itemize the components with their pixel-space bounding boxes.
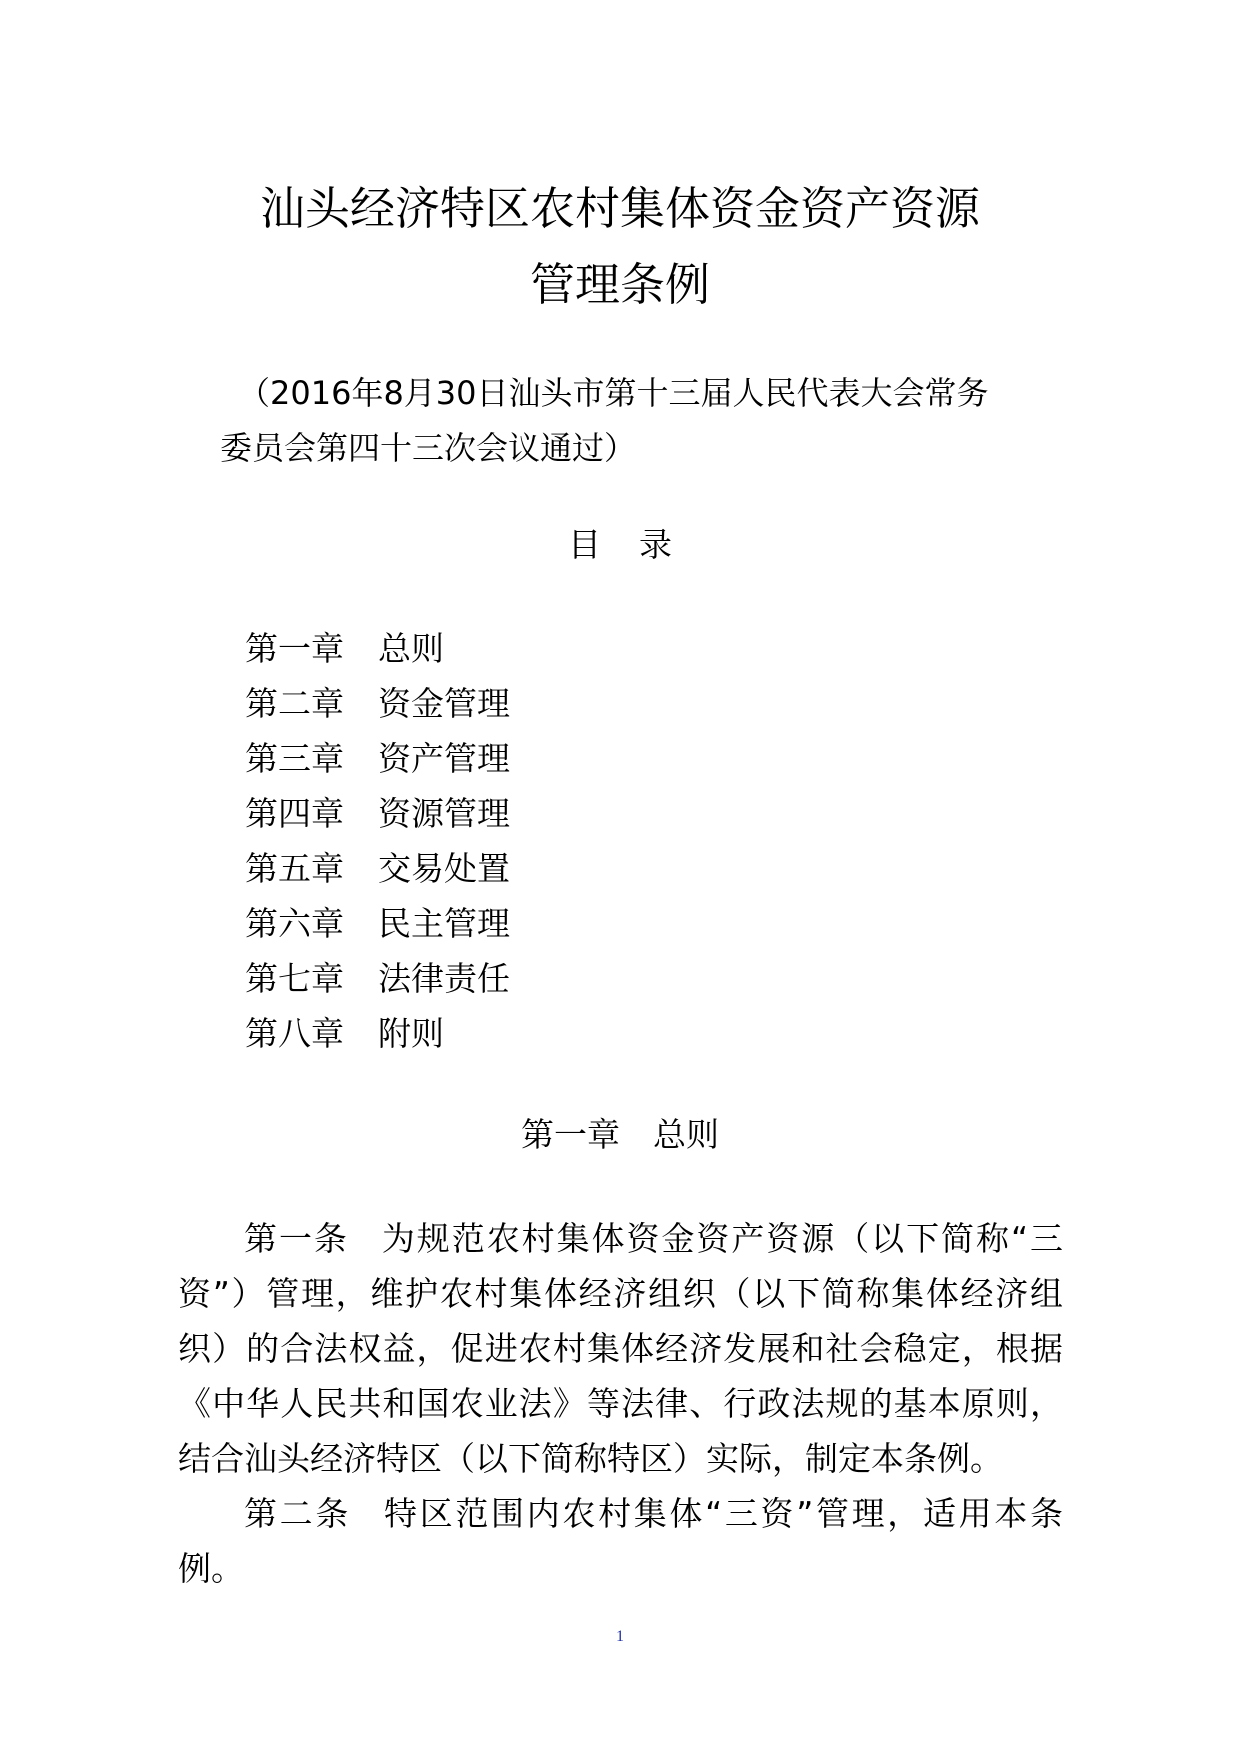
adoption-note-line-1: （2016年8月30日汕头市第十三届人民代表大会常务 — [238, 374, 989, 412]
toc-chapter-number: 第一章 — [245, 629, 344, 668]
article-1 — [178, 1211, 1063, 1486]
table-of-contents — [245, 629, 510, 1072]
toc-item-chapter-5 — [245, 849, 510, 907]
adoption-note-line-2: 委员会第四十三次会议通过） — [220, 429, 637, 467]
toc-item-chapter-7 — [245, 959, 510, 1017]
toc-chapter-number: 第六章 — [245, 904, 344, 943]
toc-chapter-title: 总则 — [378, 629, 444, 668]
article-2 — [178, 1486, 1063, 1596]
toc-chapter-title: 交易处置 — [378, 849, 510, 888]
article-text: 特区范围内农村集体“三资”管理，适用本条例。 — [178, 1494, 1064, 1588]
toc-chapter-title: 资金管理 — [378, 684, 510, 723]
toc-chapter-number: 第五章 — [245, 849, 344, 888]
toc-item-chapter-3 — [245, 739, 510, 797]
chapter-heading — [0, 1115, 1240, 1154]
toc-item-chapter-2 — [245, 684, 510, 742]
toc-chapter-title: 资产管理 — [378, 739, 510, 778]
toc-chapter-title: 法律责任 — [378, 959, 510, 998]
document-title-line-2: 管理条例 — [529, 258, 710, 311]
toc-chapter-number: 第七章 — [245, 959, 344, 998]
chapter-number: 第一章 — [521, 1115, 620, 1154]
toc-heading — [0, 525, 1240, 564]
toc-chapter-title: 民主管理 — [378, 904, 510, 943]
toc-item-chapter-6 — [245, 904, 510, 962]
document-title-line-1: 汕头经济特区农村集体资金资产资源 — [259, 182, 980, 235]
toc-chapter-number: 第二章 — [245, 684, 344, 723]
page-number: 1 — [616, 1628, 624, 1645]
toc-heading-char-1: 目 — [568, 525, 601, 564]
toc-chapter-title: 资源管理 — [378, 794, 510, 833]
toc-chapter-title: 附则 — [378, 1014, 444, 1053]
article-label: 第一条 — [244, 1219, 349, 1258]
article-label: 第二条 — [244, 1494, 352, 1533]
toc-chapter-number: 第八章 — [245, 1014, 344, 1053]
toc-chapter-number: 第三章 — [245, 739, 344, 778]
toc-item-chapter-1 — [245, 629, 510, 687]
chapter-title: 总则 — [653, 1115, 719, 1154]
toc-heading-char-2: 录 — [639, 525, 672, 564]
toc-chapter-number: 第四章 — [245, 794, 344, 833]
toc-item-chapter-8 — [245, 1014, 510, 1072]
toc-item-chapter-4 — [245, 794, 510, 852]
article-text: 为规范农村集体资金资产资源（以下简称“三资”）管理，维护农村集体经济组织（以下简称集体经济组织）的合法权益，促进农村集体经济发展和社会稳定，根据《中华人民共和国农业法》等法律、行政法规的基本原则，结合汕头经济特区（以下简称特区）实际，制定本条例。 — [178, 1219, 1063, 1478]
